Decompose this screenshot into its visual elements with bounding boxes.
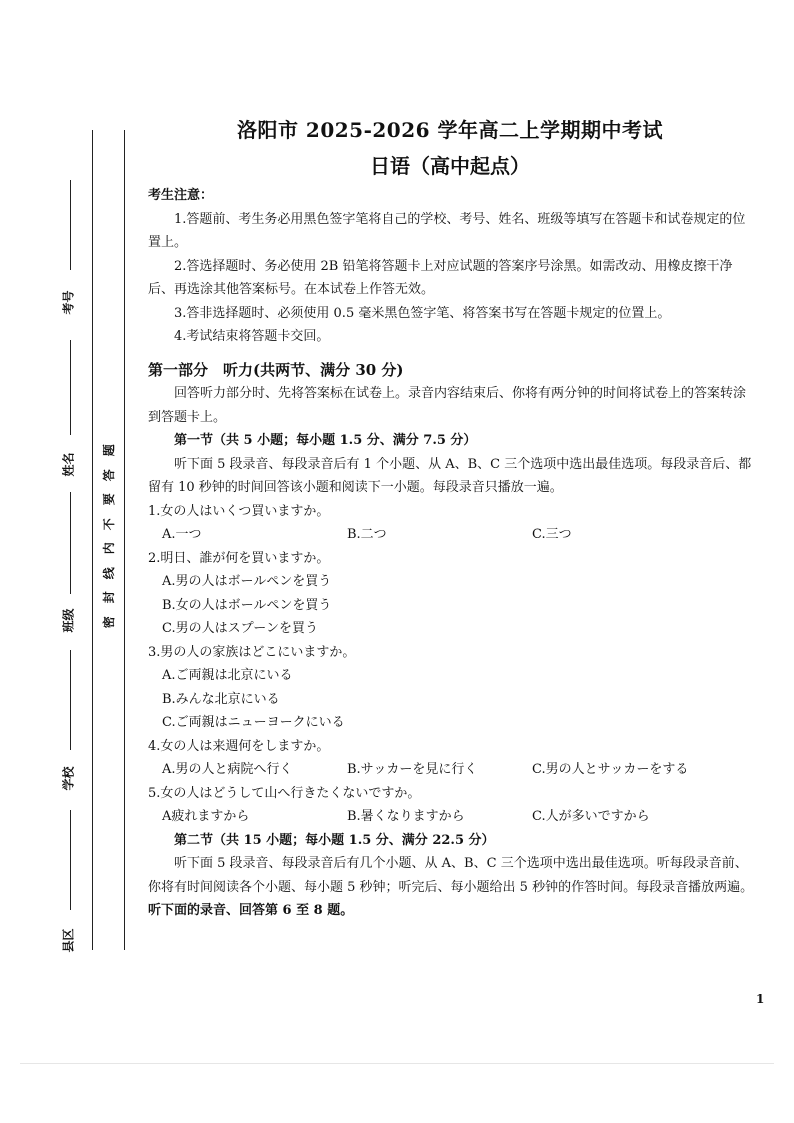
class-blank[interactable] [70, 492, 71, 594]
seal-char: 内 [101, 542, 116, 555]
option-b: B.二つ [347, 527, 387, 542]
question-1-options [148, 523, 758, 547]
school-label: 学校 [61, 766, 76, 791]
option-a: A.男の人と病院へ行く [162, 762, 293, 777]
seal-char: 不 [101, 517, 116, 530]
name-blank[interactable] [70, 340, 71, 435]
page-bottom-divider [20, 1063, 774, 1064]
question-5-options [148, 805, 758, 829]
seal-notice [101, 438, 117, 634]
section1-intro: 听下面 5 段录音、每段录音后有 1 个小题、从 A、B、C 三个选项中选出最佳选项。每段录音后、都留有 10 秒钟的时间回答该小题和阅读下一小题。每段录音只播放一遍。 [148, 456, 752, 495]
notice-item: 3.答非选择题时、必须使用 0.5 毫米黑色签字笔、将答案书写在答题卡规定的位置上。 [174, 305, 671, 321]
exam-content [148, 184, 758, 923]
section2-intro: 听下面 5 段录音、每段录音后有几个小题、从 A、B、C 三个选项中选出最佳选项。听每段录音前、你将有时间阅读各个小题、每小题 5 秒钟；听完后、每小题给出 5 秒钟的作答时间。每段录音播放两遍。 [148, 856, 754, 895]
option-b: B.暑くなりますから [347, 809, 465, 824]
option-a: A.一つ [162, 527, 202, 542]
question-5: 5.女の人はどうして山へ行きたくないですか。 [148, 785, 421, 801]
option-c: C.男の人とサッカーをする [532, 762, 689, 777]
part1-title: 第一部分 听力(共两节、满分 30 分) [148, 360, 404, 379]
option-c: C.ご両親はニューヨークにいる [162, 715, 345, 730]
section2-instruction: 听下面的录音、回答第 6 至 8 题。 [148, 903, 354, 918]
seal-char: 密 [101, 615, 116, 628]
notice-heading: 考生注意： [148, 188, 214, 203]
question-3: 3.男の人の家族はどこにいますか。 [148, 644, 356, 660]
option-c: C.三つ [532, 527, 572, 542]
option-c: C.男の人はスプーンを買う [162, 621, 318, 636]
seal-char: 线 [101, 566, 116, 579]
notice-item: 2.答选择题时、务必使用 2B 铅笔将答题卡上对应试题的答案序号涂黑。如需改动、用橡皮擦干净后、再选涂其他答案标号。在本试卷上作答无效。 [148, 258, 733, 297]
class-label: 班级 [61, 608, 76, 633]
option-b: B.サッカーを見に行く [347, 762, 478, 777]
exam-no-label: 考号 [61, 290, 76, 315]
section1-title: 第一节（共 5 小题；每小题 1.5 分、满分 7.5 分） [174, 433, 477, 448]
seal-char: 答 [101, 468, 116, 481]
question-1: 1.女の人はいくつ買いますか。 [148, 503, 330, 519]
exam-title: 洛阳市 2025-2026 学年高二上学期期中考试 [236, 118, 664, 142]
name-label: 姓名 [61, 452, 76, 477]
exam-no-blank[interactable] [70, 180, 71, 270]
option-a: A疲れますから [162, 809, 250, 824]
seal-line-left [92, 130, 93, 950]
option-b: B.みんな北京にいる [162, 691, 280, 707]
question-4: 4.女の人は来週何をしますか。 [148, 738, 330, 754]
option-b: B.女の人はボールペンを買う [162, 597, 332, 613]
seal-char: 要 [101, 493, 116, 506]
county-label: 县区 [61, 928, 76, 953]
question-2: 2.明日、誰が何を買いますか。 [148, 550, 330, 566]
question-4-options [148, 758, 758, 782]
option-a: A.ご両親は北京にいる [162, 668, 293, 683]
seal-char: 封 [101, 591, 116, 604]
notice-item: 1.答题前、考生务必用黑色签字笔将自己的学校、考号、姓名、班级等填写在答题卡和试卷规定的位置上。 [148, 211, 746, 250]
county-blank[interactable] [70, 810, 71, 910]
option-c: C.人が多いですから [532, 809, 650, 824]
school-blank[interactable] [70, 650, 71, 750]
page-number: 1 [756, 992, 765, 1006]
part1-intro: 回答听力部分时、先将答案标在试卷上。录音内容结束后、你将有两分钟的时间将试卷上的答案转涂到答题卡上。 [148, 386, 747, 425]
notice-item: 4.考试结束将答题卡交回。 [174, 329, 330, 344]
seal-char: 题 [101, 444, 116, 457]
option-a: A.男の人はボールペンを買う [162, 574, 332, 589]
section2-title: 第二节（共 15 小题；每小题 1.5 分、满分 22.5 分） [174, 832, 495, 848]
seal-line-right [124, 130, 125, 950]
exam-subtitle: 日语（高中起点） [370, 154, 530, 178]
